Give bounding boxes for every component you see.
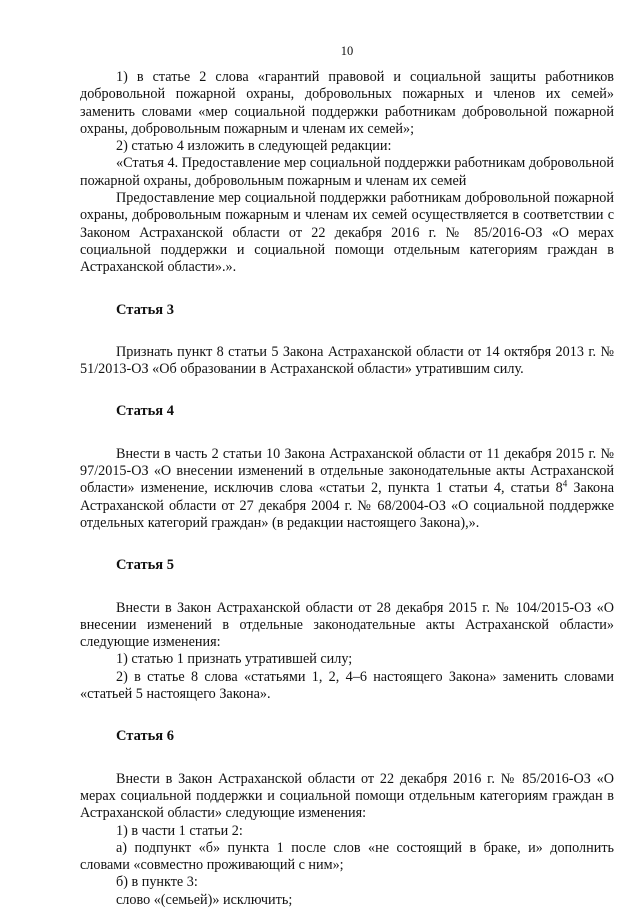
paragraph: а) подпункт «б» пункта 1 после слов «не состоящий в браке, и» дополнить словами «совместно проживающий с ним»; — [80, 839, 614, 874]
superscript-index: 4 — [562, 478, 568, 489]
article-4-text-start: Внести в часть 2 статьи 10 Закона Астраханской области от 11 декабря 2015 г. № 97/2015-ОЗ «О внесении изменений в отдельные законодательные акты Астраханской области» изменение, исключив слова «статьи 2, пункта 1 статьи 4, статьи 8 — [80, 445, 614, 497]
document-page — [80, 0, 614, 908]
paragraph: 1) в части 1 статьи 2: — [116, 822, 243, 839]
paragraph: Внести в Закон Астраханской области от 28 декабря 2015 г. № 104/2015-ОЗ «О внесении изменений в отдельные законодательные акты Астраханской области» следующие изменения: — [80, 599, 614, 651]
article-4-text-end: Закона Астраханской области от 27 декабря 2004 г. № 68/2004-ОЗ «О социальной поддержке отдельных категорий граждан» (в редакции настоящего Закона),». — [80, 480, 614, 531]
paragraph: 2) статью 4 изложить в следующей редакции: — [116, 138, 392, 155]
paragraph: Предоставление мер социальной поддержки работникам добровольной пожарной охраны, добровольным пожарным и членам их семей осуществляется в соответствии с Законом Астраханской области от 22 декабря 2016 г. № 85/2016-ОЗ «О мерах социальной поддержки и социальной помощи отдельным категориям граждан в Астраханской области».». — [80, 190, 614, 276]
paragraph: 2) в статье 8 слова «статьями 1, 2, 4–6 настоящего Закона» заменить словами «статьей 5 настоящего Закона». — [80, 668, 614, 703]
paragraph — [80, 446, 614, 532]
article-6-heading: Статья 6 — [116, 728, 174, 745]
paragraph: 1) статью 1 признать утратившей силу; — [116, 651, 353, 668]
article-4-heading: Статья 4 — [116, 403, 174, 420]
article-5-heading: Статья 5 — [116, 557, 174, 574]
paragraph: б) в пункте 3: — [116, 874, 198, 891]
paragraph: «Статья 4. Предоставление мер социальной поддержки работникам добровольной пожарной охраны, добровольным пожарным и членам их семей — [80, 155, 614, 189]
article-3-heading: Статья 3 — [116, 301, 174, 318]
paragraph: 1) в статье 2 слова «гарантий правовой и социальной защиты работников добровольной пожарной охраны, добровольных пожарных и членов их семей» заменить словами «мер социальной поддержки работникам добровольной пожарной охраны, добровольным пожарным и членам их семей»; — [80, 69, 614, 137]
document-body — [80, 69, 614, 909]
page-number: 10 — [340, 44, 354, 58]
paragraph: Признать пункт 8 статьи 5 Закона Астраханской области от 14 октября 2013 г. № 51/2013-ОЗ «Об образовании в Астраханской области» утратившим силу. — [80, 343, 614, 378]
paragraph: Внести в Закон Астраханской области от 22 декабря 2016 г. № 85/2016-ОЗ «О мерах социальной поддержки и социальной помощи отдельным категориям граждан в Астраханской области» следующие изменения: — [80, 770, 614, 822]
paragraph: слово «(семьей)» исключить; — [116, 891, 293, 908]
